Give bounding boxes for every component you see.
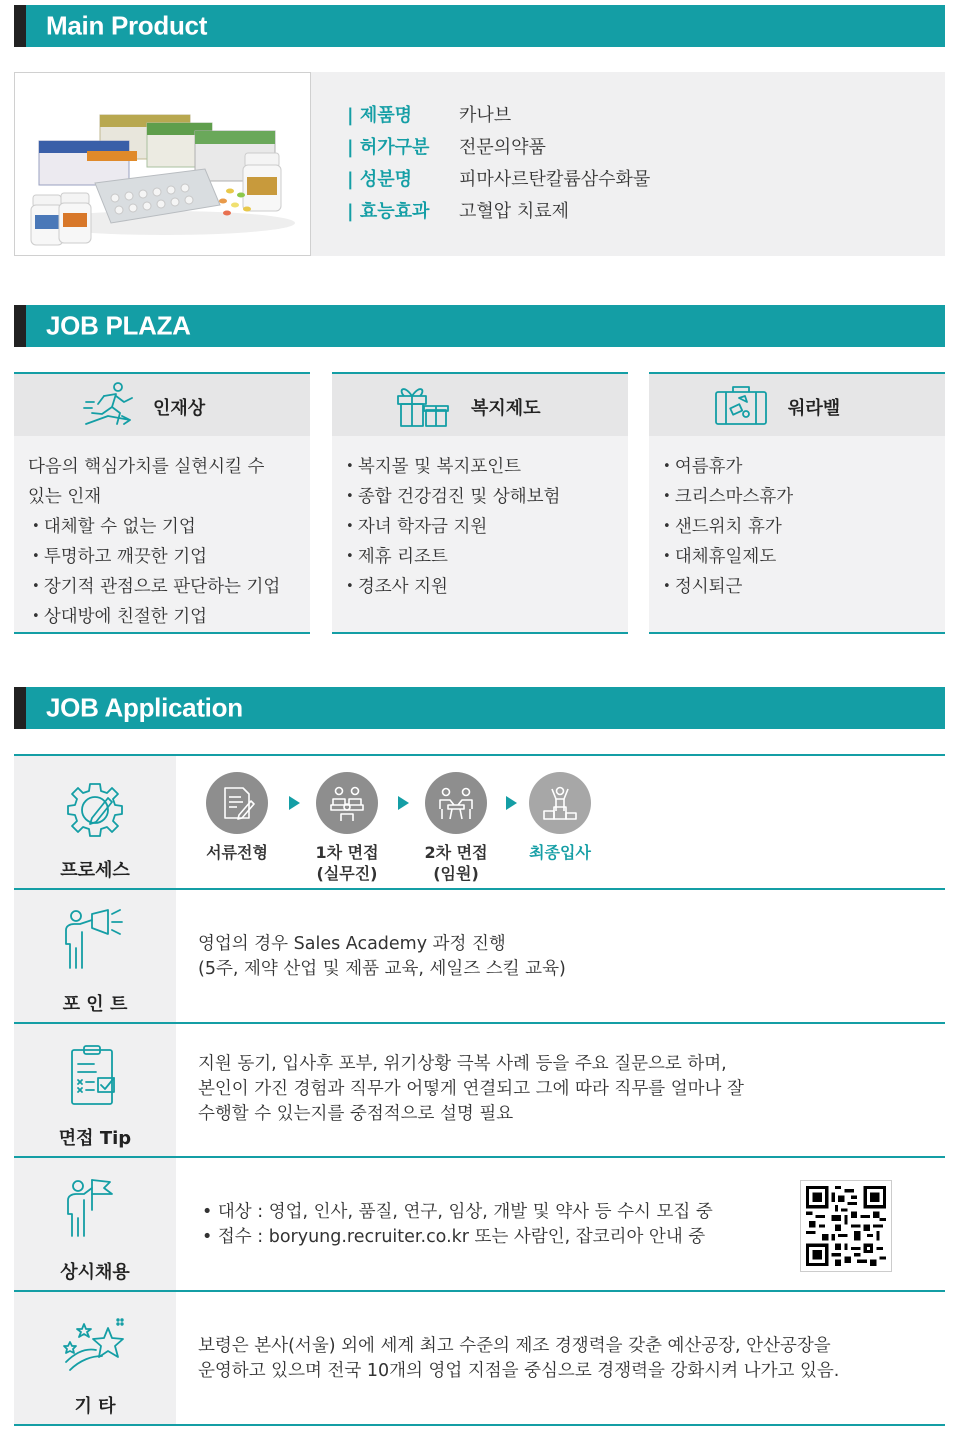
interview-panel-icon: [327, 783, 367, 823]
document-icon: [217, 783, 257, 823]
balance-bullet: • 샌드위치 휴가: [663, 512, 945, 542]
recruit-label: 상시채용: [60, 1262, 130, 1283]
point-label: 포 인 트: [62, 994, 128, 1015]
product-packages-image: [14, 72, 311, 256]
talent-line: 다음의 핵심가치를 실현시킬 수: [28, 457, 265, 477]
plaza-balance-title: 워라밸: [788, 398, 841, 419]
welfare-bullet: • 복지몰 및 복지포인트: [346, 452, 628, 482]
talent-bullet: • 투명하고 깨끗한 기업: [28, 542, 310, 572]
balance-bullet: • 정시퇴근: [663, 572, 945, 602]
step-document: [182, 772, 292, 863]
plaza-welfare-title: 복지제도: [471, 398, 541, 419]
step-interview-1-label: 1차 면접 (실무진): [315, 843, 379, 883]
etc-text: 보령은 본사(서울) 외에 세계 최고 수준의 제조 경쟁력을 갖춘 예산공장, 안산공장을 운영하고 있으며 전국 10개의 영업 지점을 중심으로 경쟁력을 강화시켜 나가고 있음.: [198, 1336, 840, 1381]
product-box: [14, 72, 945, 256]
welfare-bullet: • 자녀 학자금 지원: [346, 512, 628, 542]
step-final-label: 최종입사: [529, 843, 591, 862]
point-text: 영업의 경우 Sales Academy 과정 진행 (5주, 제약 산업 및 제품 교육, 세일즈 스킬 교육): [198, 934, 566, 979]
app-left-etc: [14, 1292, 176, 1424]
plaza-welfare: [332, 372, 628, 634]
plaza-balance-body: [649, 436, 945, 602]
main-product-title: Main Product: [46, 10, 208, 41]
shooting-star-icon: [62, 1312, 128, 1378]
running-person-icon: [82, 380, 138, 430]
welfare-bullet: • 제휴 리조트: [346, 542, 628, 572]
app-row-tip: [14, 1024, 945, 1158]
plaza-welfare-body: [332, 436, 628, 602]
app-left-process: [14, 756, 176, 888]
product-row-approval: | 허가구분 전문의약품: [347, 130, 650, 162]
plaza-talent: [14, 372, 310, 634]
step-interview-2-label: 2차 면접 (임원): [424, 843, 488, 883]
app-row-process: [14, 756, 945, 890]
app-left-recruit: [14, 1158, 176, 1290]
plaza-balance: [649, 372, 945, 634]
welfare-bullet: • 경조사 지원: [346, 572, 628, 602]
app-left-tip: [14, 1024, 176, 1156]
qr-code[interactable]: [800, 1180, 892, 1272]
plaza-welfare-head: [332, 374, 628, 436]
job-application-header: [14, 687, 945, 729]
meeting-icon: [436, 783, 476, 823]
app-row-etc: [14, 1292, 945, 1426]
product-row-efficacy: | 효능효과 고혈압 치료제: [347, 194, 650, 226]
recruit-text: • 대상 : 영업, 인사, 품질, 연구, 임상, 개발 및 약사 등 수시 모집 중 • 접수 : boryung.recruiter.co.kr 또는 사람인, 잡코리아 안내 중: [202, 1202, 713, 1247]
main-product-header: [14, 5, 945, 47]
app-row-point: [14, 890, 945, 1024]
app-left-point: [14, 890, 176, 1022]
welfare-bullet: • 종합 건강검진 및 상해보험: [346, 482, 628, 512]
balance-bullet: • 대체휴일제도: [663, 542, 945, 572]
balance-bullet: • 여름휴가: [663, 452, 945, 482]
job-plaza-header: [14, 305, 945, 347]
product-info: [347, 98, 650, 226]
job-application-title: JOB Application: [46, 692, 243, 723]
talent-line: 있는 인재: [28, 487, 102, 507]
talent-bullet: • 장기적 관점으로 판단하는 기업: [28, 572, 310, 602]
tip-text: 지원 동기, 입사후 포부, 위기상황 극복 사례 등을 주요 질문으로 하며, 본인이 가진 경험과 직무가 어떻게 연결되고 그에 따라 직무를 얼마나 잘 수행할 수 있는지를 중점적으로 설명 필요: [198, 1054, 744, 1124]
app-row-recruit: [14, 1158, 945, 1292]
plaza-balance-head: [649, 374, 945, 436]
gear-pencil-icon: [62, 778, 128, 844]
gift-icon: [394, 380, 450, 430]
tip-label: 면접 Tip: [58, 1128, 132, 1149]
step-final: [505, 772, 615, 863]
job-plaza-title: JOB PLAZA: [46, 310, 191, 341]
plaza-talent-body: [14, 436, 310, 632]
talent-bullet: • 상대방에 친절한 기업: [28, 602, 310, 632]
megaphone-person-icon: [62, 908, 128, 974]
step-interview-1: [292, 772, 402, 884]
winner-podium-icon: [540, 783, 580, 823]
step-interview-2: [401, 772, 511, 884]
step-document-label: 서류전형: [206, 843, 268, 862]
plaza-talent-title: 인재상: [153, 398, 206, 419]
etc-label: 기 타: [74, 1396, 116, 1417]
clipboard-checklist-icon: [62, 1042, 128, 1108]
product-row-ingredient: | 성분명 피마사르탄칼륨삼수화물: [347, 162, 650, 194]
talent-bullet: • 대체할 수 없는 기업: [28, 512, 310, 542]
suitcase-icon: [713, 380, 769, 430]
product-row-name: | 제품명 카나브: [347, 98, 650, 130]
flag-person-icon: [62, 1176, 128, 1242]
application-table: [14, 754, 945, 1426]
process-label: 프로세스: [60, 860, 130, 881]
plaza-talent-head: [14, 374, 310, 436]
balance-bullet: • 크리스마스휴가: [663, 482, 945, 512]
